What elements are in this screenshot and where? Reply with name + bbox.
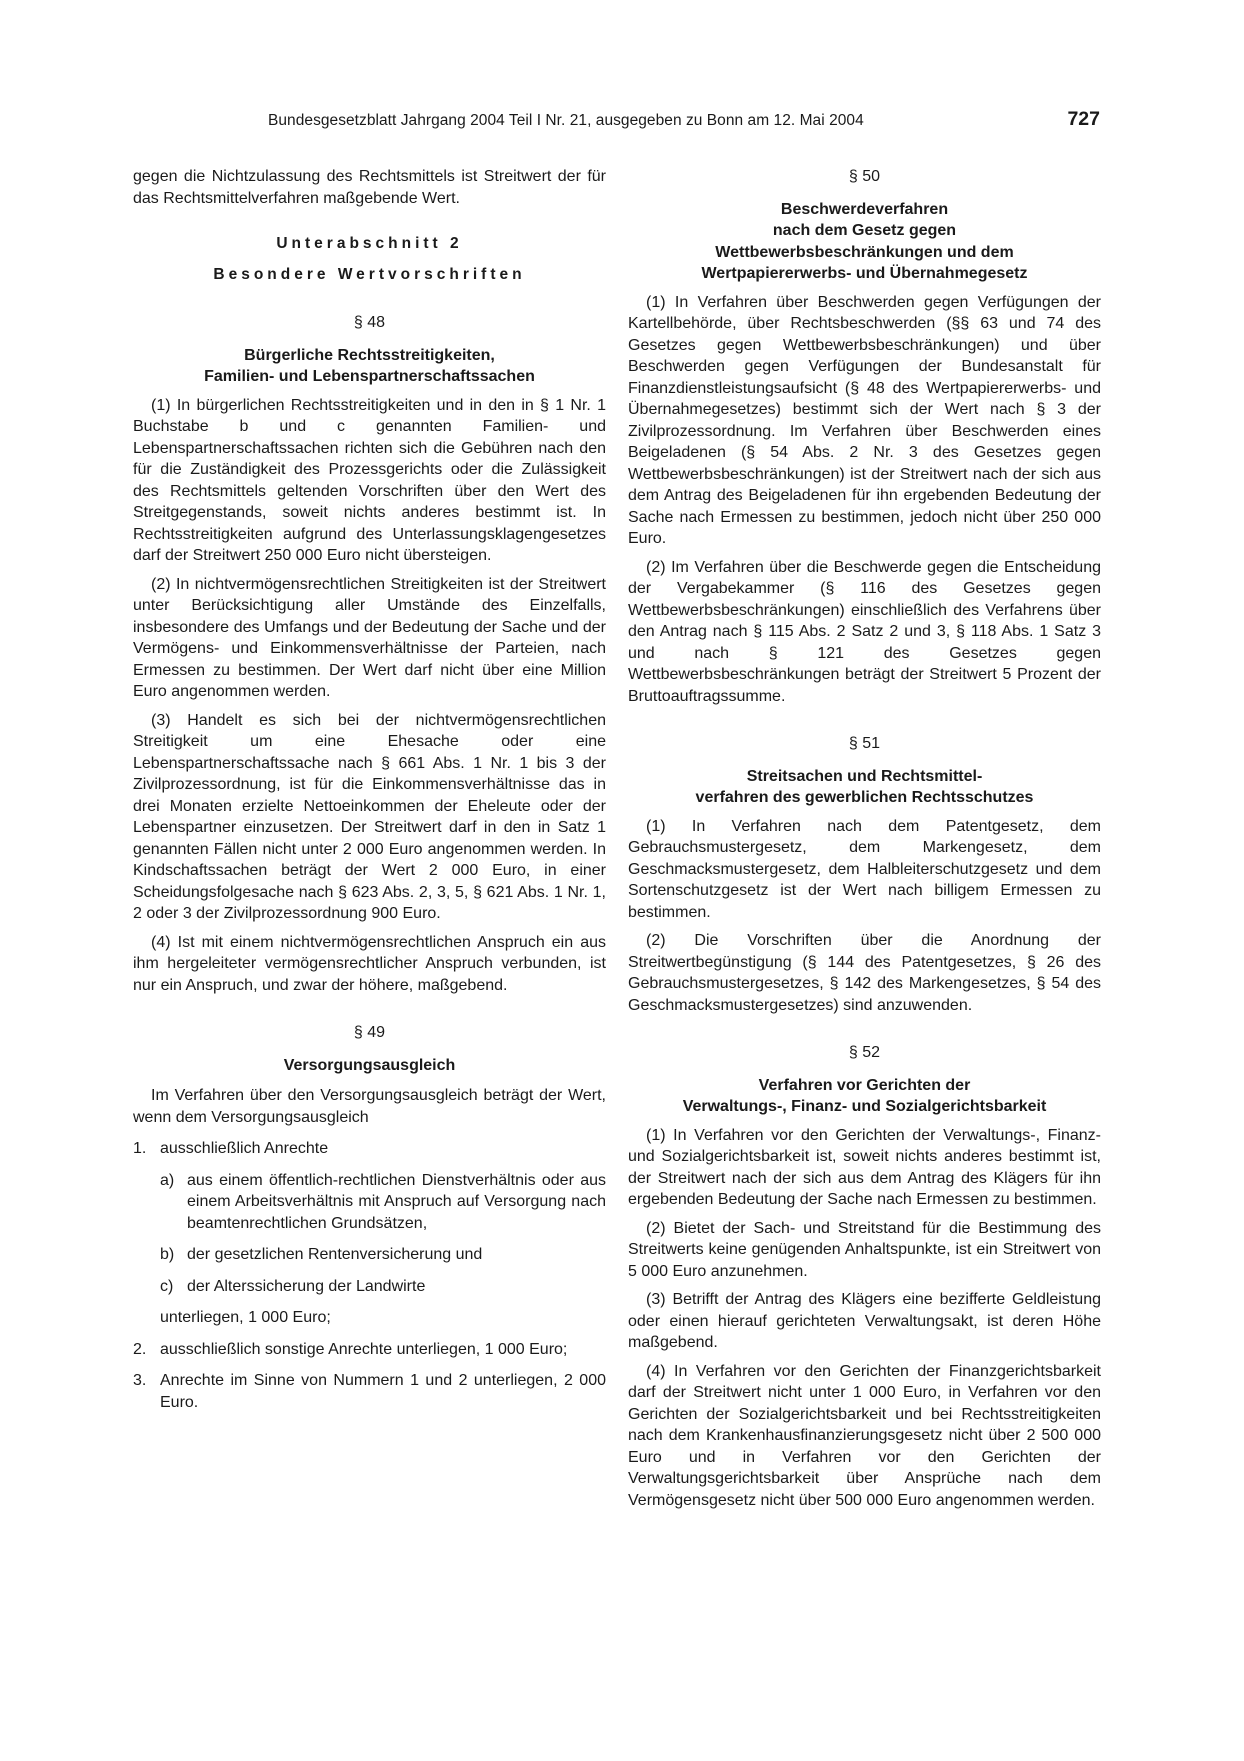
section-48-paragraph-2: (2) In nichtvermögensrechtlichen Streitigkeiten ist der Streitwert unter Berücksichtigung aller Umstände des Einzelfalls, insbesondere des Umfangs und der Bedeutung der Sache und der Vermögens- und Einkommensverhältnisse der Parteien, nach Ermessen zu bestimmen. Der Wert darf nicht über eine Million Euro angenommen werden. bbox=[133, 575, 606, 700]
section-48-number: § 48 bbox=[353, 314, 386, 331]
list-item bbox=[133, 1138, 606, 1160]
list-subitem bbox=[160, 1276, 606, 1298]
list-item-number: 3. bbox=[133, 1372, 147, 1389]
section-49-intro: Im Verfahren über den Versorgungsausgleich beträgt der Wert, wenn dem Versorgungsausgleich bbox=[133, 1087, 606, 1126]
section-52-paragraph-2: (2) Bietet der Sach- und Streitstand für die Bestimmung des Streitwerts keine genügenden Anhaltspunkte, ist ein Streitwert von 5 000 Euro anzunehmen. bbox=[628, 1219, 1101, 1280]
section-51-paragraph-2: (2) Die Vorschriften über die Anordnung der Streitwertbegünstigung (§ 144 des Patentgesetzes, § 26 des Gebrauchsmustergesetzes, § 142 des Markengesetzes, § 54 des Geschmacksmustergesetzes) sind anzuwenden. bbox=[628, 932, 1101, 1014]
section-50-number: § 50 bbox=[848, 168, 881, 185]
header-title: Bundesgesetzblatt Jahrgang 2004 Teil I Nr. 21, ausgegeben zu Bonn am 12. Mai 2004 bbox=[268, 112, 864, 129]
section-50-paragraph-1: (1) In Verfahren über Beschwerden gegen Verfügungen der Kartellbehörde, über Rechtsbeschwerden (§§ 63 und 74 des Gesetzes gegen Wettbewerbsbeschränkungen) und über Beschwerden gegen Verfügungen der Bundesanstalt für Finanzdienstleistungsaufsicht (§ 48 des Wertpapiererwerbs- und Übernahmegesetzes) bestimmt sich der Wert nach § 3 der Zivilprozessordnung. Im Verfahren über Beschwerden eines Beigeladenen (§ 54 Abs. 2 Nr. 3 des Gesetzes gegen Wettbewerbsbeschränkungen) ist der Streitwert nach der sich aus dem Antrag des Beigeladenen für ihn ergebenden Bedeutung der Sache nach Ermessen zu bestimmen, jedoch nicht über 250 000 Euro. bbox=[628, 293, 1101, 547]
list-item-text: Anrechte im Sinne von Nummern 1 und 2 unterliegen, 2 000 Euro. bbox=[160, 1372, 606, 1411]
subsection-label: Unterabschnitt 2 bbox=[276, 235, 463, 252]
section-52-title-line2: Verwaltungs-, Finanz- und Sozialgerichtsbarkeit bbox=[682, 1098, 1047, 1115]
section-48-title-line1: Bürgerliche Rechtsstreitigkeiten, bbox=[244, 346, 495, 364]
section-48-paragraph-1: (1) In bürgerlichen Rechtsstreitigkeiten und in den in § 1 Nr. 1 Buchstabe b und c genannten Familien- und Lebenspartnerschaftssachen richten sich die Gebühren nach den für die Zuständigkeit des Prozessgerichts oder die Zulässigkeit des Rechtsmittels geltenden Vorschriften über den Wert des Streitgegenstands, soweit nichts anderes bestimmt ist. In Rechtsstreitigkeiten aufgrund des Unterlassungsklagengesetzes darf der Streitwert 250 000 Euro nicht übersteigen. bbox=[133, 396, 606, 564]
section-49-title: Versorgungsausgleich bbox=[283, 1056, 456, 1074]
list-item-number: 2. bbox=[133, 1340, 147, 1358]
list-subitem-text: aus einem öffentlich-rechtlichen Dienstverhältnis oder aus einem Arbeitsverhältnis mit Anspruch auf Versorgung nach beamtenrechtlichen Grundsätzen, bbox=[187, 1171, 606, 1232]
list-subitem-text: der gesetzlichen Rentenversicherung und bbox=[187, 1246, 483, 1263]
page-header bbox=[130, 108, 1100, 138]
section-49-number: § 49 bbox=[353, 1024, 386, 1041]
list-item-text: ausschließlich sonstige Anrechte unterliegen, 1 000 Euro; bbox=[160, 1340, 568, 1358]
section-51-title-line2: verfahren des gewerblichen Rechtsschutzes bbox=[695, 789, 1034, 806]
section-50-title-line1: Beschwerdeverfahren bbox=[780, 200, 949, 218]
list-item-text: ausschließlich Anrechte bbox=[160, 1140, 329, 1157]
section-48-paragraph-3: (3) Handelt es sich bei der nichtvermögensrechtlichen Streitigkeit um eine Ehesache oder eine Lebenspartnerschaftssache nach § 661 Abs. 1 Nr. 1 bis 3 der Zivilprozessordnung, ist für die Einkommensverhältnisse das in drei Monaten erzielte Nettoeinkommen der Eheleute oder der Lebenspartner einzusetzen. Der Streitwert darf in den in Satz 1 genannten Fällen nicht unter 2 000 Euro angenommen werden. In Kindschaftssachen beträgt der Wert 2 000 Euro, in einer Scheidungsfolgesache nach § 623 Abs. 2, 3, 5, § 621 Abs. 1 Nr. 1, 2 oder 3 der Zivilprozessordnung 900 Euro. bbox=[133, 711, 606, 922]
list-item-tail: unterliegen, 1 000 Euro; bbox=[160, 1309, 331, 1326]
list-subitem-letter: a) bbox=[160, 1171, 175, 1189]
list-subitem-letter: b) bbox=[160, 1246, 175, 1263]
list-item bbox=[133, 1339, 606, 1361]
section-52-paragraph-1: (1) In Verfahren vor den Gerichten der Verwaltungs-, Finanz- und Sozialgerichtsbarkeit ist, soweit nichts anderes bestimmt ist, der Streitwert nach der sich aus dem Antrag des Klägers für ihn ergebenden Bedeutung der Sache nach Ermessen zu bestimmen. bbox=[628, 1126, 1101, 1208]
section-50-title-line2: nach dem Gesetz gegen bbox=[772, 222, 957, 239]
section-50-title-line4: Wertpapiererwerbs- und Übernahmegesetz bbox=[701, 265, 1028, 282]
list-item bbox=[133, 1370, 606, 1413]
section-52-number: § 52 bbox=[848, 1044, 881, 1061]
intro-paragraph: gegen die Nichtzulassung des Rechtsmittels ist Streitwert der für das Rechtsmittelverfahren maßgebende Wert. bbox=[133, 168, 606, 207]
section-48-title-line2: Familien- und Lebenspartnerschaftssachen bbox=[204, 368, 535, 385]
section-50-title-line3: Wettbewerbsbeschränkungen und dem bbox=[715, 243, 1014, 261]
list-item-number: 1. bbox=[133, 1140, 147, 1157]
list-subitem-text: der Alterssicherung der Landwirte bbox=[187, 1277, 426, 1295]
right-column bbox=[628, 166, 1101, 1511]
section-51-number: § 51 bbox=[848, 735, 881, 752]
section-52-paragraph-4: (4) In Verfahren vor den Gerichten der Finanzgerichtsbarkeit darf der Streitwert nicht unter 1 000 Euro, in Verfahren vor den Gerichten der Sozialgerichtsbarkeit und bei Rechtsstreitigkeiten nach dem Krankenhausfinanzierungsgesetz nicht über 2 500 000 Euro und in Verfahren vor den Gerichten der Verwaltungsgerichtsbarkeit über Ansprüche nach dem Vermögensgesetz nicht über 500 000 Euro angenommen werden. bbox=[628, 1362, 1101, 1509]
list-subitem bbox=[160, 1244, 606, 1266]
list-subitem-letter: c) bbox=[160, 1277, 174, 1295]
section-51-title-line1: Streitsachen und Rechtsmittel- bbox=[746, 767, 983, 785]
section-52-title-line1: Verfahren vor Gerichten der bbox=[758, 1076, 971, 1094]
section-51-paragraph-1: (1) In Verfahren nach dem Patentgesetz, dem Gebrauchsmustergesetz, dem Markengesetz, dem Geschmacksmustergesetz, dem Halbleiterschutzgesetz und dem Sortenschutzgesetz ist der Wert nach billigem Ermessen zu bestimmen. bbox=[628, 817, 1101, 921]
section-50-paragraph-2: (2) Im Verfahren über die Beschwerde gegen die Entscheidung der Vergabekammer (§ 116 des Gesetzes gegen Wettbewerbsbeschränkungen) einschließlich des Verfahrens über den Antrag nach § 115 Abs. 2 Satz 2 und 3, § 118 Abs. 1 Satz 3 und nach § 121 des Gesetzes gegen Wettbewerbsbeschränkungen beträgt der Streitwert 5 Prozent der Bruttoauftragssumme. bbox=[628, 558, 1101, 705]
left-column bbox=[133, 166, 606, 1413]
list-subitem bbox=[160, 1170, 606, 1235]
section-52-paragraph-3: (3) Betrifft der Antrag des Klägers eine bezifferte Geldleistung oder einen hierauf gerichteten Verwaltungsakt, ist deren Höhe maßgebend. bbox=[628, 1291, 1101, 1351]
section-48-paragraph-4: (4) Ist mit einem nichtvermögensrechtlichen Anspruch ein aus ihm hergeleiteter vermögensrechtlicher Anspruch verbunden, ist nur ein Anspruch, und zwar der höhere, maßgebend. bbox=[133, 933, 606, 994]
subsection-title: Besondere Wertvorschriften bbox=[213, 265, 526, 283]
page-number: 727 bbox=[1067, 108, 1100, 130]
